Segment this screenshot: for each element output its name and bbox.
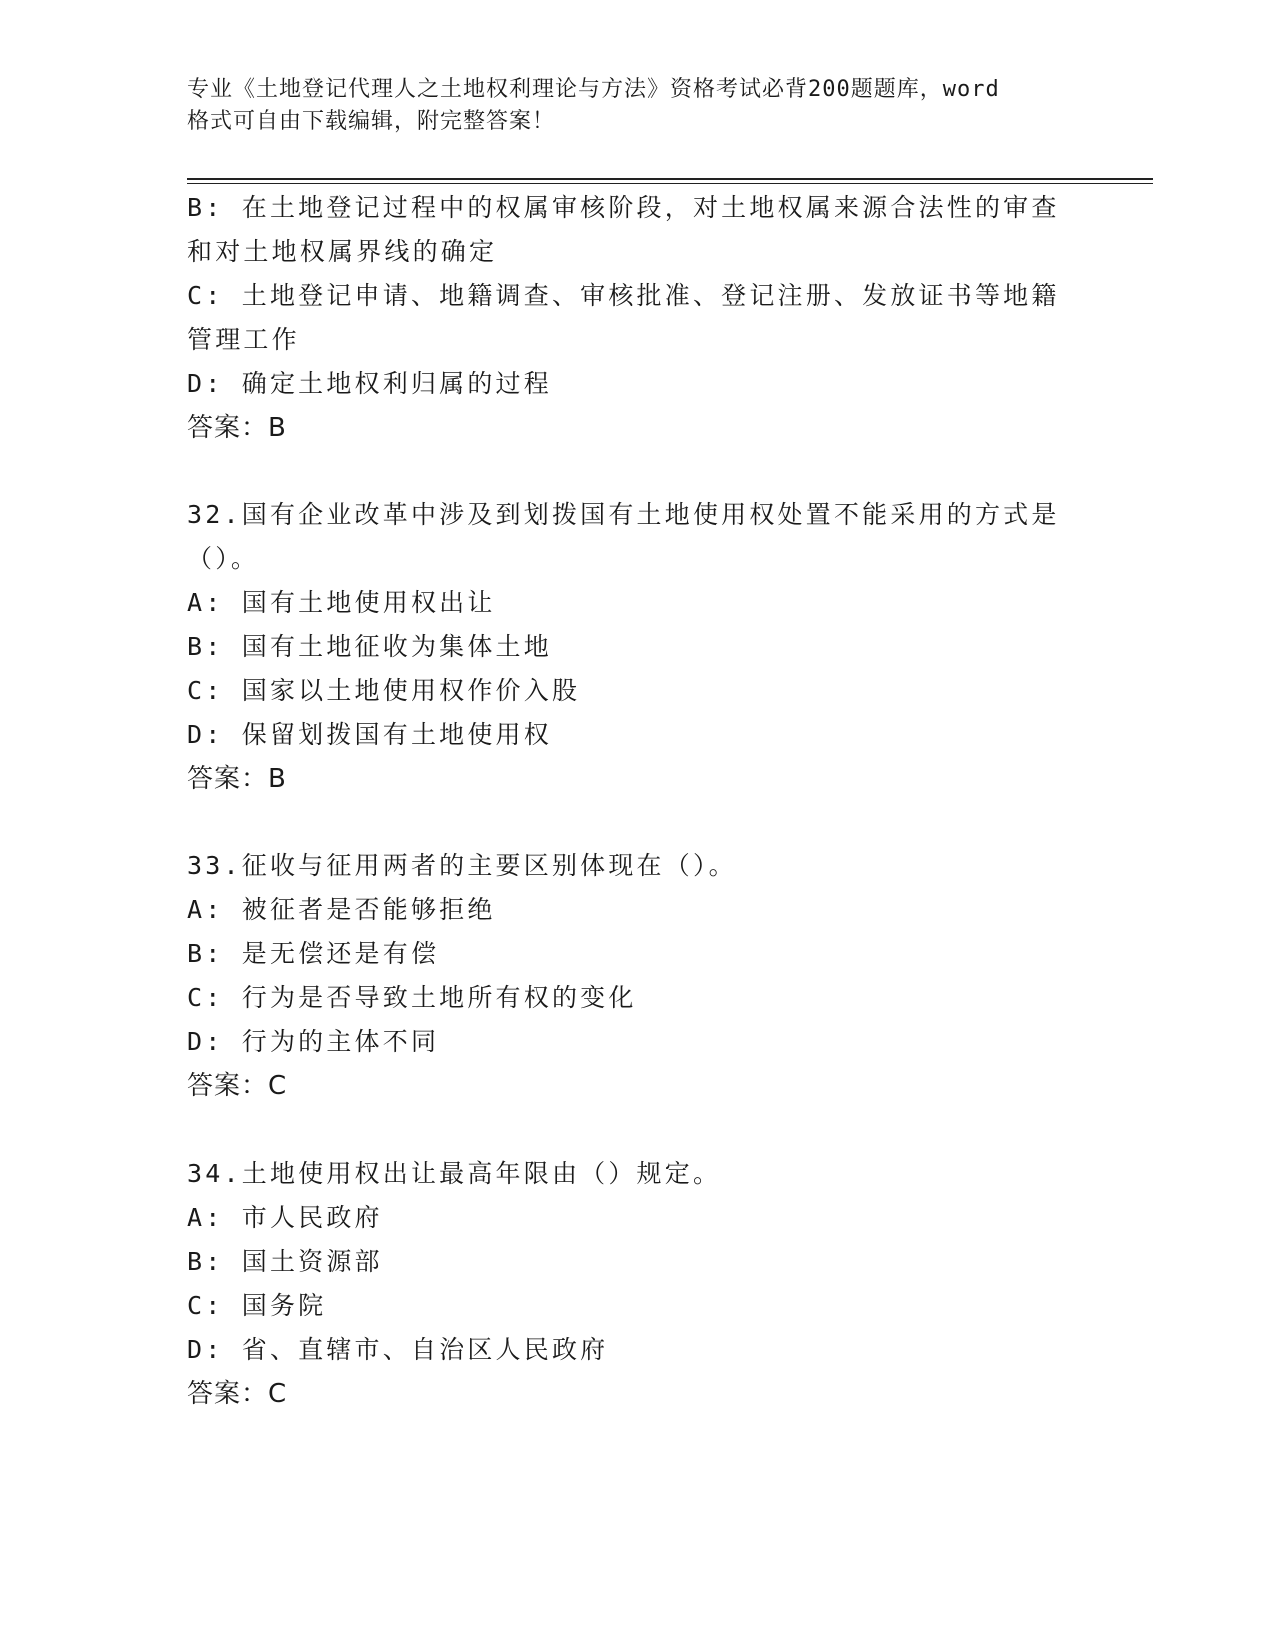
header-divider (187, 178, 1153, 180)
prev-option-c-line-1: C: 土地登记申请、地籍调查、审核批准、登记注册、发放证书等地籍 (187, 281, 1060, 310)
q33-option-a: A: 被征者是否能够拒绝 (187, 895, 496, 924)
prev-option-b-line-2: 和对土地权属界线的确定 (187, 237, 498, 266)
q34-option-a: A: 市人民政府 (187, 1203, 383, 1232)
q33-answer: 答案：C (187, 1071, 288, 1101)
header-divider-thin (187, 183, 1153, 184)
q34-stem: 34.土地使用权出让最高年限由（）规定。 (187, 1159, 722, 1188)
q32-stem-line-2: （）。 (187, 544, 260, 573)
prev-option-b-line-1: B: 在土地登记过程中的权属审核阶段，对土地权属来源合法性的审查 (187, 193, 1060, 222)
q32-option-d: D: 保留划拨国有土地使用权 (187, 720, 552, 749)
q32-stem-line-1: 32.国有企业改革中涉及到划拨国有土地使用权处置不能采用的方式是 (187, 500, 1060, 529)
q34-option-b: B: 国土资源部 (187, 1247, 383, 1276)
header-title-line-1: 专业《土地登记代理人之土地权利理论与方法》资格考试必背200题题库，word (187, 77, 1000, 102)
q33-option-d: D: 行为的主体不同 (187, 1027, 440, 1056)
q33-option-b: B: 是无偿还是有偿 (187, 939, 440, 968)
q32-option-c: C: 国家以土地使用权作价入股 (187, 676, 581, 705)
q34-answer: 答案：C (187, 1379, 288, 1409)
prev-option-c-line-2: 管理工作 (187, 325, 300, 354)
prev-answer: 答案：B (187, 413, 287, 443)
q32-answer: 答案：B (187, 764, 287, 794)
prev-option-d: D: 确定土地权利归属的过程 (187, 369, 552, 398)
q33-option-c: C: 行为是否导致土地所有权的变化 (187, 983, 637, 1012)
q32-option-b: B: 国有土地征收为集体土地 (187, 632, 552, 661)
q33-stem: 33.征收与征用两者的主要区别体现在（）。 (187, 851, 737, 880)
header-title-line-2: 格式可自由下载编辑，附完整答案！ (187, 109, 556, 134)
q32-option-a: A: 国有土地使用权出让 (187, 588, 496, 617)
document-header (187, 74, 1067, 138)
q34-option-d: D: 省、直辖市、自治区人民政府 (187, 1335, 609, 1364)
q34-option-c: C: 国务院 (187, 1291, 327, 1320)
